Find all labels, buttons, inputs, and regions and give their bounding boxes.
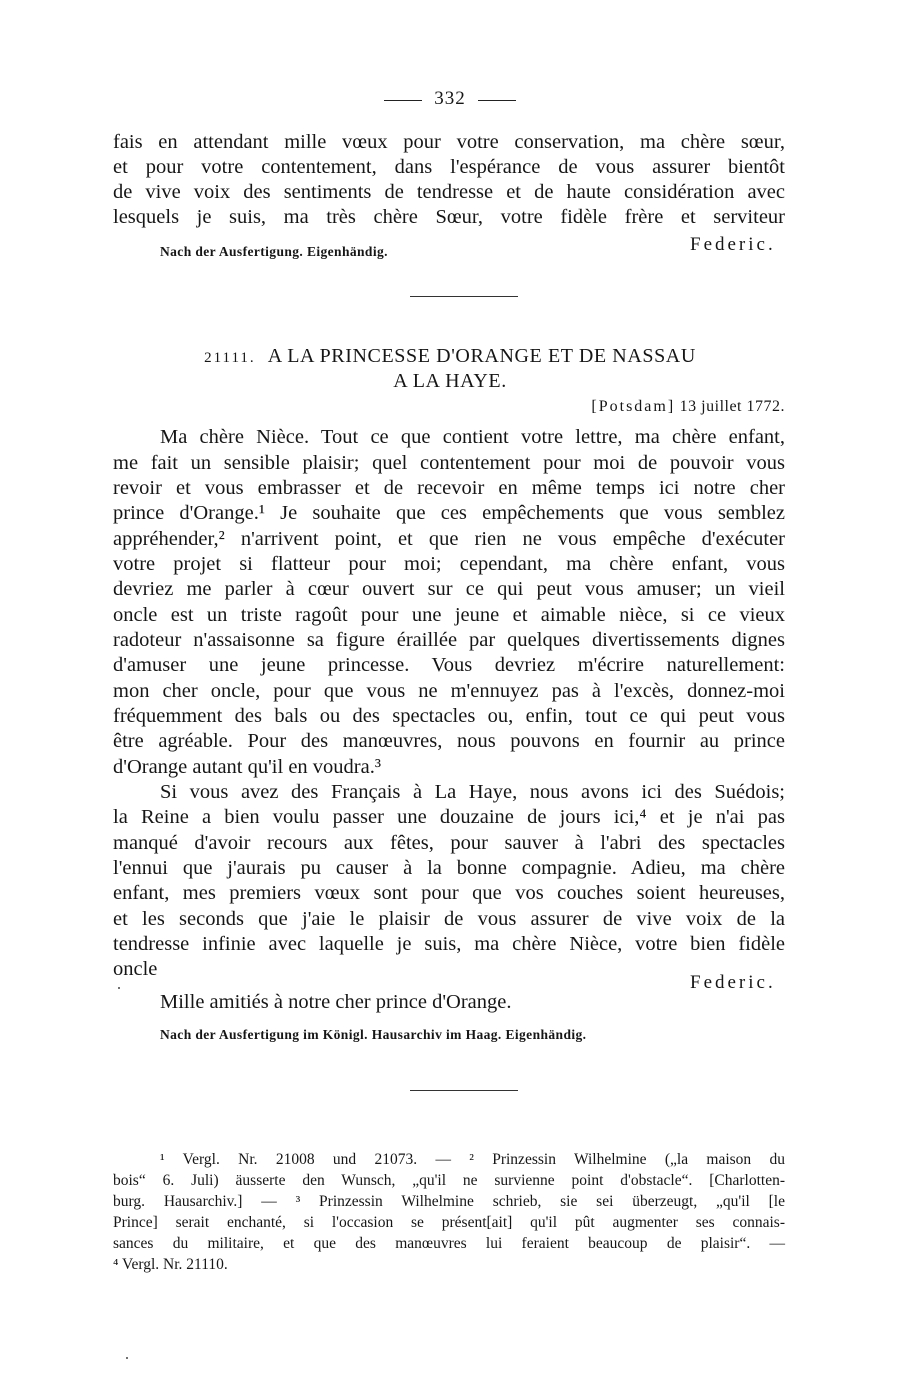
letter-line: d'Orange autant qu'il en voudra.³ <box>113 756 381 778</box>
page-number-dash-right <box>478 100 516 101</box>
letter-line: tendresse infinie avec laquelle je suis, ma chère Nièce, votre bien fidèle <box>113 933 785 955</box>
footnote-divider <box>410 1090 518 1091</box>
previous-letter-line: et pour votre contentement, dans l'espérance de vous assurer bientôt <box>113 156 785 178</box>
postscript: Mille amitiés à notre cher prince d'Orange. <box>160 991 512 1013</box>
letter-line: revoir et vous embrasser et de recevoir en même temps ici notre cher <box>113 477 785 499</box>
letter-line: Ma chère Nièce. Tout ce que contient votre lettre, ma chère enfant, <box>160 426 785 448</box>
stray-dot-mark <box>118 987 120 989</box>
previous-letter-signature: Federic. <box>690 234 776 255</box>
letter-line: et les seconds que j'aie le plaisir de vous assurer de vive voix de la <box>113 908 785 930</box>
page-number-value: 332 <box>434 88 466 109</box>
letter-heading-place: A LA HAYE. <box>393 370 507 392</box>
letter-line: l'ennui que j'aurais pu causer à la bonne compagnie. Adieu, ma chère <box>113 857 785 879</box>
letter-line: prince d'Orange.¹ Je souhaite que ces empêchements que vous semblez <box>113 502 785 524</box>
footnote-line: sances du militaire, et que des manœuvres lui feraient beaucoup de plaisir“. — <box>113 1235 785 1252</box>
letter-line: être agréable. Pour des manœuvres, nous pouvons en fournir au prince <box>113 730 785 752</box>
section-divider <box>410 296 518 297</box>
letter-line: devriez me parler à cœur ouvert sur ce qui peut vous amuser; un vieil <box>113 578 785 600</box>
letter-line: appréhender,² n'arrivent point, et que rien ne vous empêche d'exécuter <box>113 528 785 550</box>
date-value: 13 juillet 1772. <box>679 398 785 415</box>
letter-line: votre projet si flatteur pour moi; cependant, ma chère enfant, vous <box>113 553 785 575</box>
footnote-line: bois“ 6. Juli) äusserte den Wunsch, „qu'il ne survienne point d'obstacle“. [Charlotten- <box>113 1172 785 1189</box>
previous-letter-source-note: Nach der Ausfertigung. Eigenhändig. <box>160 244 388 259</box>
letter-signature: Federic. <box>690 972 776 993</box>
stray-dot-mark <box>126 1357 128 1359</box>
letter-line: me fait un sensible plaisir; quel contentement pour moi de pouvoir vous <box>113 452 785 474</box>
letter-line: manqué d'avoir recours aux fêtes, pour sauver à l'abri des spectacles <box>113 832 785 854</box>
previous-letter-line: de vive voix des sentiments de tendresse et de haute considération avec <box>113 181 785 203</box>
letter-heading <box>0 345 900 368</box>
letter-line: la Reine a bien voulu passer une douzaine de jours ici,⁴ et je n'ai pas <box>113 806 785 828</box>
previous-letter-line: fais en attendant mille vœux pour votre conservation, ma chère sœur, <box>113 131 785 153</box>
footnote-line: Prince] serait enchanté, si l'occasion se présent[ait] qu'il pût augmenter ses connais- <box>113 1214 785 1231</box>
letter-line: fréquemment des bals ou des spectacles ou, enfin, tout ce qui peut vous <box>113 705 785 727</box>
letter-line: d'amuser une jeune princesse. Vous devriez m'écrire naturellement: <box>113 654 785 676</box>
letter-addressee: A LA PRINCESSE D'ORANGE ET DE NASSAU <box>267 345 696 367</box>
letter-line: enfant, mes premiers vœux sont pour que vos couches soient heureuses, <box>113 882 785 904</box>
letter-line: Si vous avez des Français à La Haye, nous avons ici des Suédois; <box>160 781 785 803</box>
date-place: [Potsdam] <box>591 398 676 415</box>
page-number <box>0 88 900 110</box>
letter-line: mon cher oncle, pour que vous ne m'ennuyez pas à l'excès, donnez-moi <box>113 680 785 702</box>
letter-source-note: Nach der Ausfertigung im Königl. Hausarchiv im Haag. Eigenhändig. <box>160 1027 587 1042</box>
footnote-line: ⁴ Vergl. Nr. 21110. <box>113 1256 228 1273</box>
page-number-dash-left <box>384 100 422 101</box>
letter-line: radoteur n'assaisonne sa figure éraillée par quelques divertissements dignes <box>113 629 785 651</box>
footnote-line: ¹ Vergl. Nr. 21008 und 21073. — ² Prinzessin Wilhelmine („la maison du <box>160 1151 785 1168</box>
letter-line: oncle <box>113 958 158 980</box>
letter-number: 21111. <box>204 350 256 366</box>
previous-letter-line: lesquels je suis, ma très chère Sœur, votre fidèle frère et serviteur <box>113 206 785 228</box>
letter-dateline <box>591 398 785 416</box>
letter-line: oncle est un triste ragoût pour une jeune et aimable nièce, si ce vieux <box>113 604 785 626</box>
footnote-line: burg. Hausarchiv.] — ³ Prinzessin Wilhelmine schrieb, sie sei überzeugt, „qu'il [le <box>113 1193 785 1210</box>
